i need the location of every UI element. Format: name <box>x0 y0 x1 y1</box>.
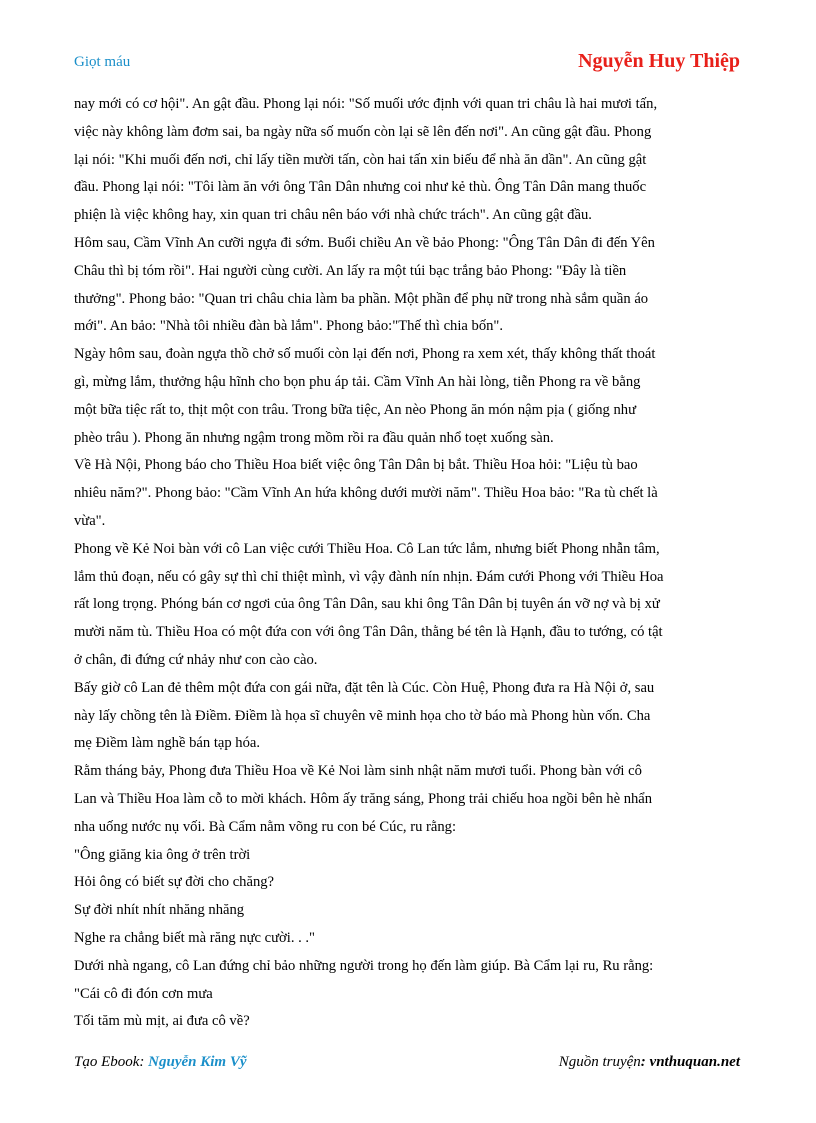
text-line: Châu thì bị tóm rồi". Hai người cùng cười. An lấy ra một túi bạc trắng bảo Phong: "Đây là tiền <box>74 262 627 279</box>
text-line: vừa". <box>74 512 106 529</box>
body-text <box>74 91 746 1036</box>
text-line: đầu. Phong lại nói: "Tôi làm ăn với ông Tân Dân nhưng coi như kẻ thù. Ông Tân Dân mang thuốc <box>74 179 647 196</box>
ebook-creator-name: Nguyễn Kim Vỹ <box>148 1054 247 1070</box>
text-line: việc này không làm đơm sai, ba ngày nữa số muốn còn lại sẽ lên đến nơi". An cũng gật đầu. Phong <box>74 123 652 140</box>
text-line: này lấy chồng tên là Điềm. Điềm là họa sĩ chuyên vẽ minh họa cho tờ báo mà Phong hùn vốn. Cha <box>74 707 651 724</box>
book-title: Giọt máu <box>74 54 131 70</box>
page-footer <box>74 1054 740 1076</box>
page-header <box>74 50 740 76</box>
text-line: mười năm tù. Thiều Hoa có một đứa con với ông Tân Dân, thằng bé tên là Hạnh, đầu to tướng, có tật <box>74 624 663 641</box>
text-line: "Cái cô đi đón cơn mưa <box>74 985 213 1002</box>
text-line: Tối tăm mù mịt, ai đưa cô về? <box>74 1013 250 1030</box>
text-line: Nghe ra chẳng biết mà răng nực cười. . ." <box>74 929 316 946</box>
text-line: Bấy giờ cô Lan đẻ thêm một đứa con gái nữa, đặt tên là Cúc. Còn Huệ, Phong đưa ra Hà Nội ở, sau <box>74 679 655 696</box>
ebook-credit-sep: : <box>139 1054 149 1070</box>
text-line: thưởng". Phong bảo: "Quan tri châu chia làm ba phần. Một phần để phụ nữ trong nhà sắm quần áo <box>74 290 649 307</box>
ebook-credit <box>74 1054 247 1071</box>
text-line: nay mới có cơ hội". An gật đầu. Phong lại nói: "Số muối ước định với quan tri châu là hai mươi tấn, <box>74 96 658 112</box>
text-line: Lan và Thiều Hoa làm cỗ to mời khách. Hôm ấy trăng sáng, Phong trải chiếu hoa ngồi bên hè nhẩn <box>74 790 653 807</box>
text-line: lại nói: "Khi muối đến nơi, chỉ lấy tiền mười tấn, còn hai tấn xin biếu để nhà ăn dần". An cũng gật <box>74 151 647 168</box>
text-line: gì, mừng lắm, thưởng hậu hĩnh cho bọn phu áp tải. Cầm Vĩnh An hài lòng, tiễn Phong ra về bằng <box>74 373 641 390</box>
text-line: lắm thủ đoạn, nếu có gây sự thì chỉ thiệt mình, vì vậy đành nín nhịn. Đám cưới Phong với Thiều Hoa <box>74 568 664 585</box>
text-line: Rằm tháng bảy, Phong đưa Thiều Hoa về Kẻ Noi làm sinh nhật năm mươi tuổi. Phong bàn với cô <box>74 763 642 780</box>
text-line: ở chân, đi đứng cứ nhảy như con cào cào. <box>74 651 318 668</box>
text-line: Hôm sau, Cầm Vĩnh An cưỡi ngựa đi sớm. Buổi chiều An về bảo Phong: "Ông Tân Dân đi đến Yên <box>74 234 655 251</box>
author-name: Nguyễn Huy Thiệp <box>578 50 740 72</box>
source-credit-sep: : <box>640 1054 650 1070</box>
source-site: vnthuquan.net <box>649 1054 740 1070</box>
text-line: phèo trâu ). Phong ăn nhưng ngậm trong mồm rồi ra đầu quản nhổ toẹt xuống sàn. <box>74 429 554 446</box>
text-line: nha uống nước nụ vối. Bà Cẩm nằm võng ru con bé Cúc, ru rằng: <box>74 818 457 835</box>
text-line: Về Hà Nội, Phong báo cho Thiều Hoa biết việc ông Tân Dân bị bắt. Thiều Hoa hỏi: "Liệu tù bao <box>74 457 638 474</box>
text-line: Hỏi ông có biết sự đời cho chăng? <box>74 874 275 891</box>
text-line: Ngày hôm sau, đoàn ngựa thồ chở số muối còn lại đến nơi, Phong ra xem xét, thấy không thất thoát <box>74 346 656 363</box>
text-line: Sự đời nhít nhít nhăng nhăng <box>74 902 245 919</box>
text-line: mới". An bảo: "Nhà tôi nhiều đàn bà lắm". Phong bảo:"Thế thì chia bốn". <box>74 318 504 335</box>
text-line: "Ông giăng kia ông ở trên trời <box>74 846 251 863</box>
text-line: mẹ Điềm làm nghề bán tạp hóa. <box>74 735 261 752</box>
text-line: một bữa tiệc rất to, thịt một con trâu. Trong bữa tiệc, An nèo Phong ăn món nậm pịa ( giống như <box>74 401 637 418</box>
text-line: rất long trọng. Phóng bán cơ ngơi của ông Tân Dân, sau khi ông Tân Dân bị tuyên án vỡ nợ và bị xử <box>74 596 660 613</box>
text-line: Phong về Kẻ Noi bàn với cô Lan việc cưới Thiều Hoa. Cô Lan tức lắm, nhưng biết Phong nhẫn tâm, <box>74 540 660 557</box>
source-credit-label: Nguồn truyện <box>558 1054 641 1070</box>
text-line: nhiêu năm?". Phong bảo: "Cầm Vĩnh An hứa không dưới mười năm". Thiều Hoa bảo: "Ra tù chết là <box>74 485 658 502</box>
text-line: Dưới nhà ngang, cô Lan đứng chỉ bảo những người trong họ đến làm giúp. Bà Cẩm lại ru, Ru rằng: <box>74 957 654 974</box>
text-line: phiện là việc không hay, xin quan tri châu nên báo với nhà chức trách". An cũng gật đầu. <box>74 207 592 224</box>
source-credit <box>559 1054 740 1071</box>
ebook-credit-label: Tạo Ebook <box>74 1054 140 1070</box>
